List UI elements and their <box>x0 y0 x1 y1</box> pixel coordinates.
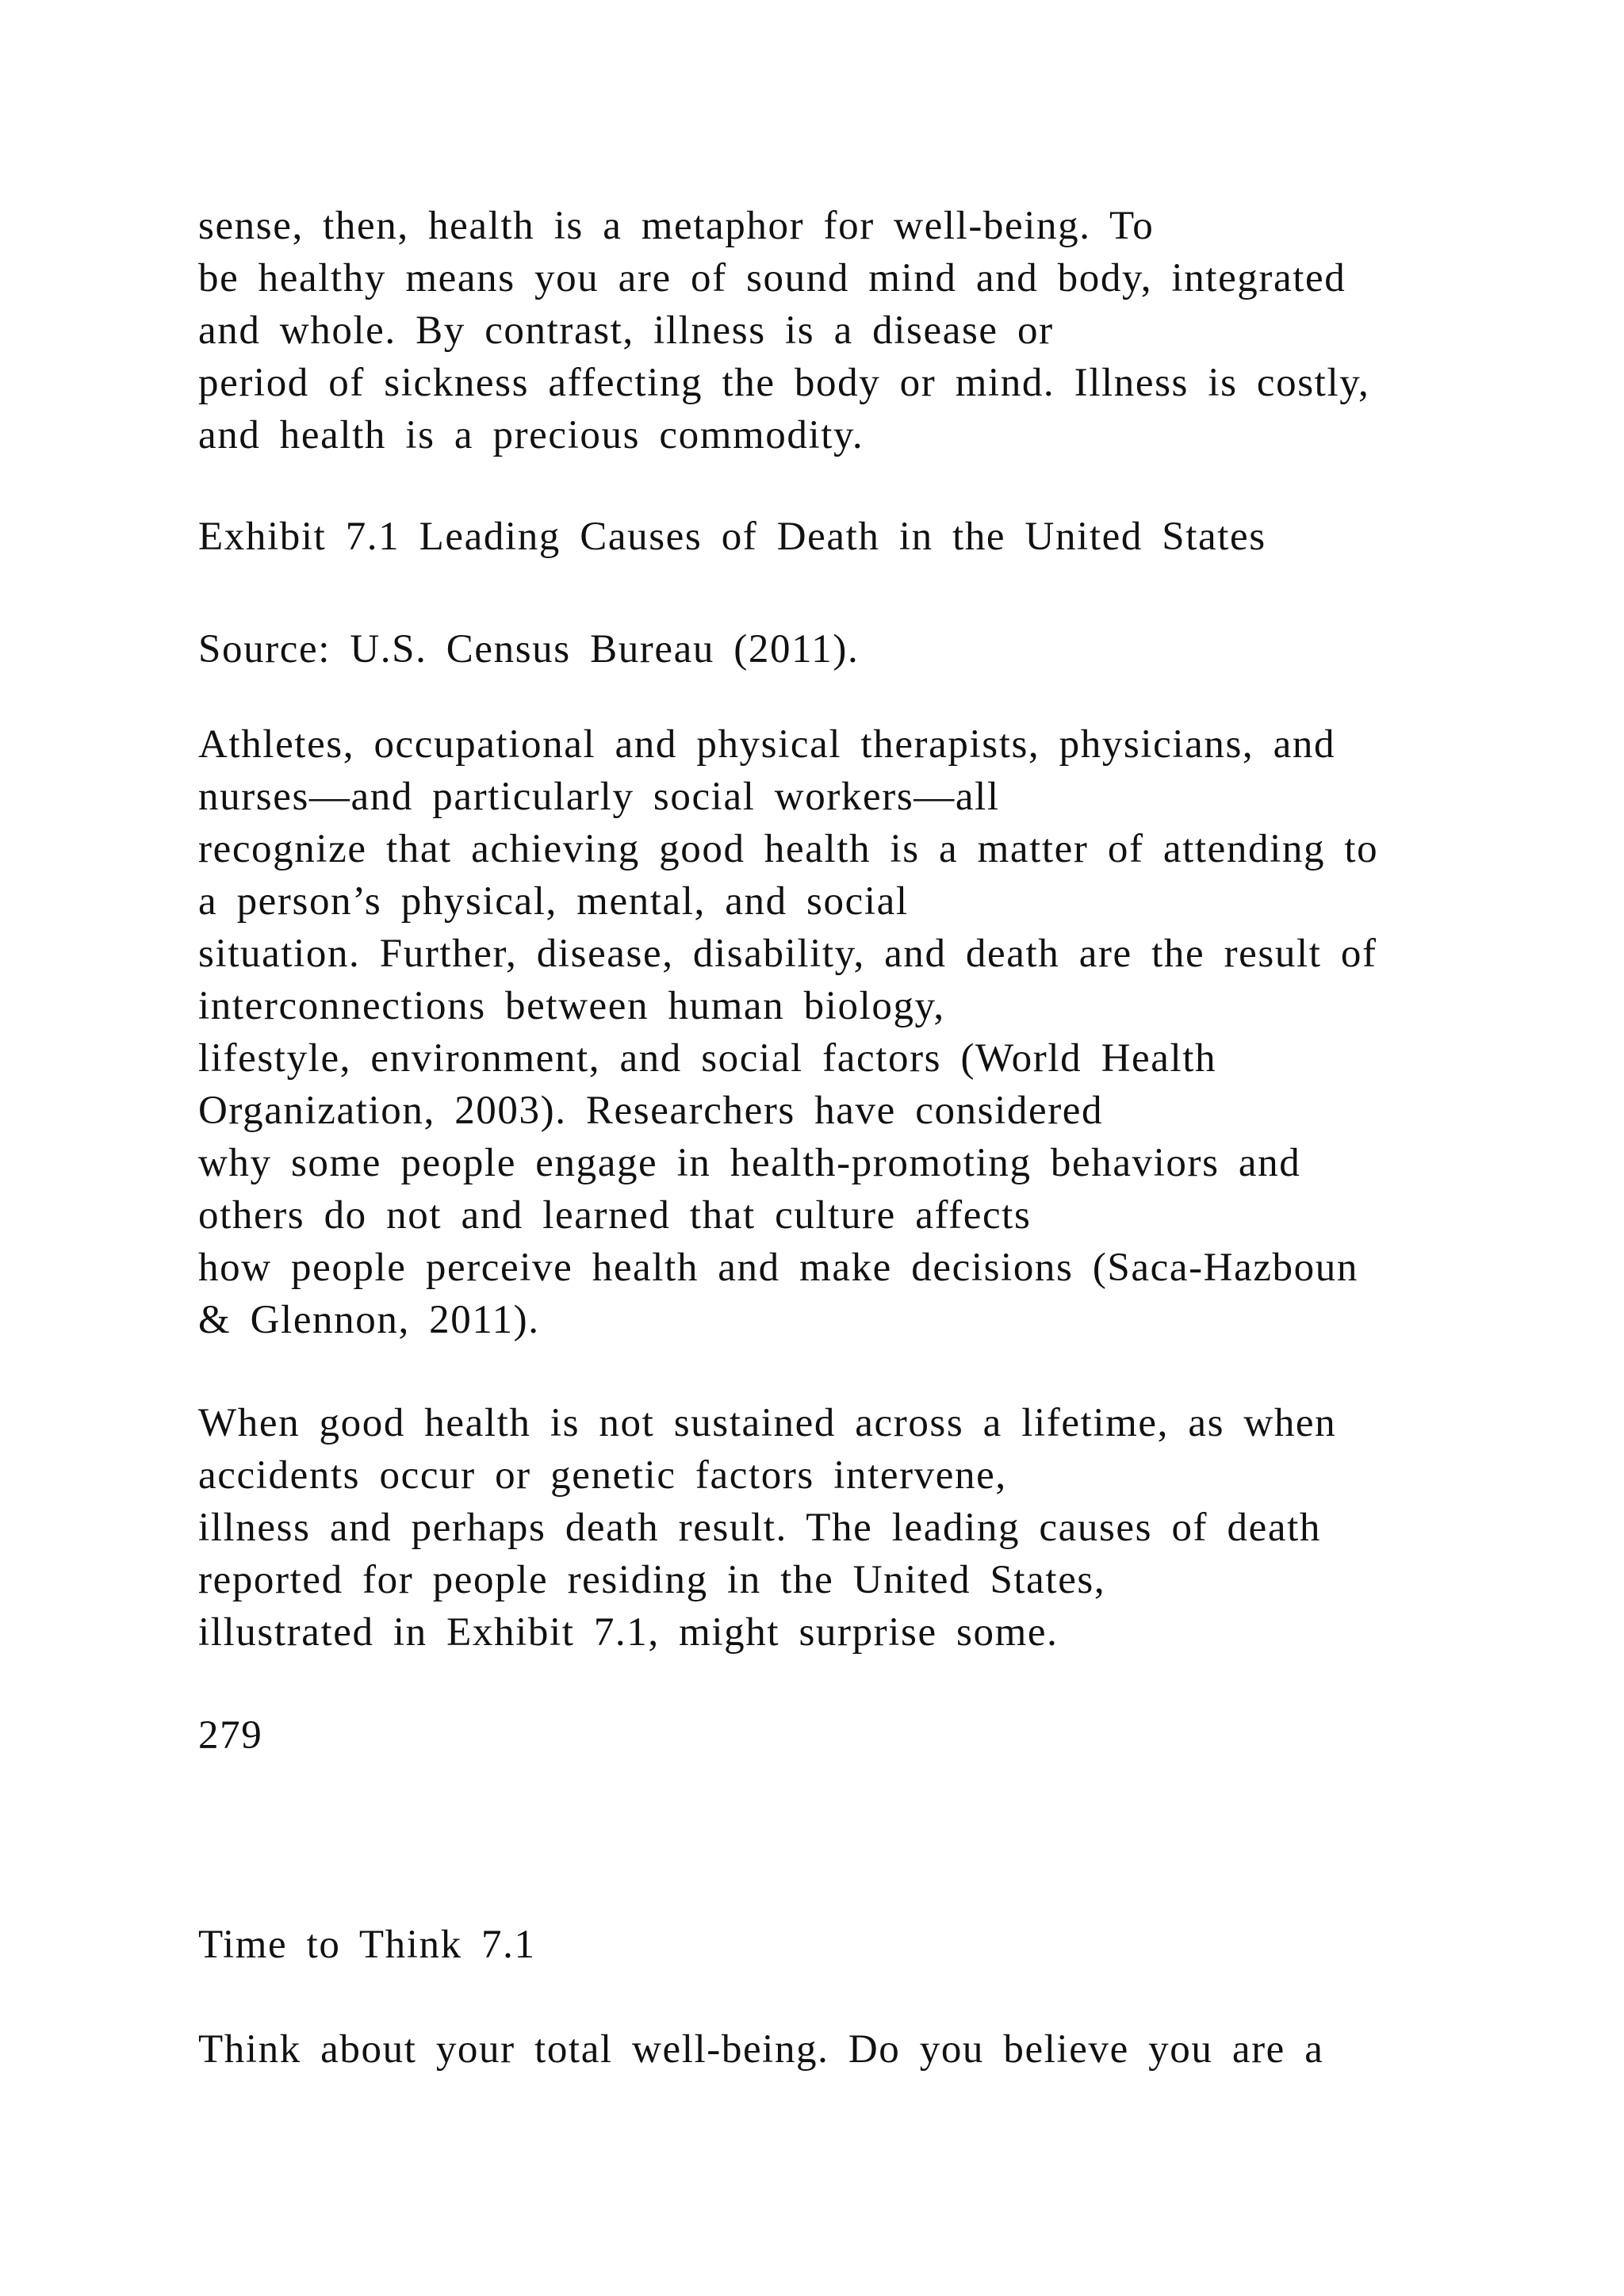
text-line: period of sickness affecting the body or mind. Illness is costly, <box>198 361 1370 405</box>
text-line: & Glennon, 2011). <box>198 1298 540 1342</box>
box-heading: Time to Think 7.1 <box>198 1923 536 1967</box>
page-number: 279 <box>198 1713 263 1758</box>
text-line: why some people engage in health-promoting behaviors and <box>198 1141 1301 1185</box>
text-line: accidents occur or genetic factors intervene, <box>198 1453 1007 1498</box>
exhibit-caption: Exhibit 7.1 Leading Causes of Death in the United States <box>198 515 1266 559</box>
text-line: Organization, 2003). Researchers have considered <box>198 1089 1104 1133</box>
text-line: illness and perhaps death result. The leading causes of death <box>198 1506 1321 1550</box>
text-line: situation. Further, disease, disability, and death are the result of <box>198 932 1377 976</box>
text-line: sense, then, health is a metaphor for well-being. To <box>198 204 1155 248</box>
text-line: Athletes, occupational and physical therapists, physicians, and <box>198 722 1336 767</box>
text-line: nurses—and particularly social workers—all <box>198 775 1000 819</box>
text-line: reported for people residing in the United States, <box>198 1558 1106 1602</box>
text-line: how people perceive health and make decisions (Saca-Hazboun <box>198 1246 1358 1290</box>
text-line: be healthy means you are of sound mind and body, integrated <box>198 256 1346 300</box>
text-line: others do not and learned that culture affects <box>198 1193 1032 1238</box>
text-line: interconnections between human biology, <box>198 984 945 1028</box>
text-line: illustrated in Exhibit 7.1, might surprise some. <box>198 1610 1059 1655</box>
exhibit-source: Source: U.S. Census Bureau (2011). <box>198 627 860 672</box>
text-line: and whole. By contrast, illness is a disease or <box>198 308 1054 353</box>
text-line: and health is a precious commodity. <box>198 413 864 457</box>
text-line: a person’s physical, mental, and social <box>198 879 909 924</box>
text-line: When good health is not sustained across a lifetime, as when <box>198 1401 1337 1445</box>
text-line: Think about your total well-being. Do you believe you are a <box>198 2027 1324 2072</box>
text-line: recognize that achieving good health is a matter of attending to <box>198 827 1379 871</box>
text-line: lifestyle, environment, and social factors (World Health <box>198 1036 1217 1081</box>
